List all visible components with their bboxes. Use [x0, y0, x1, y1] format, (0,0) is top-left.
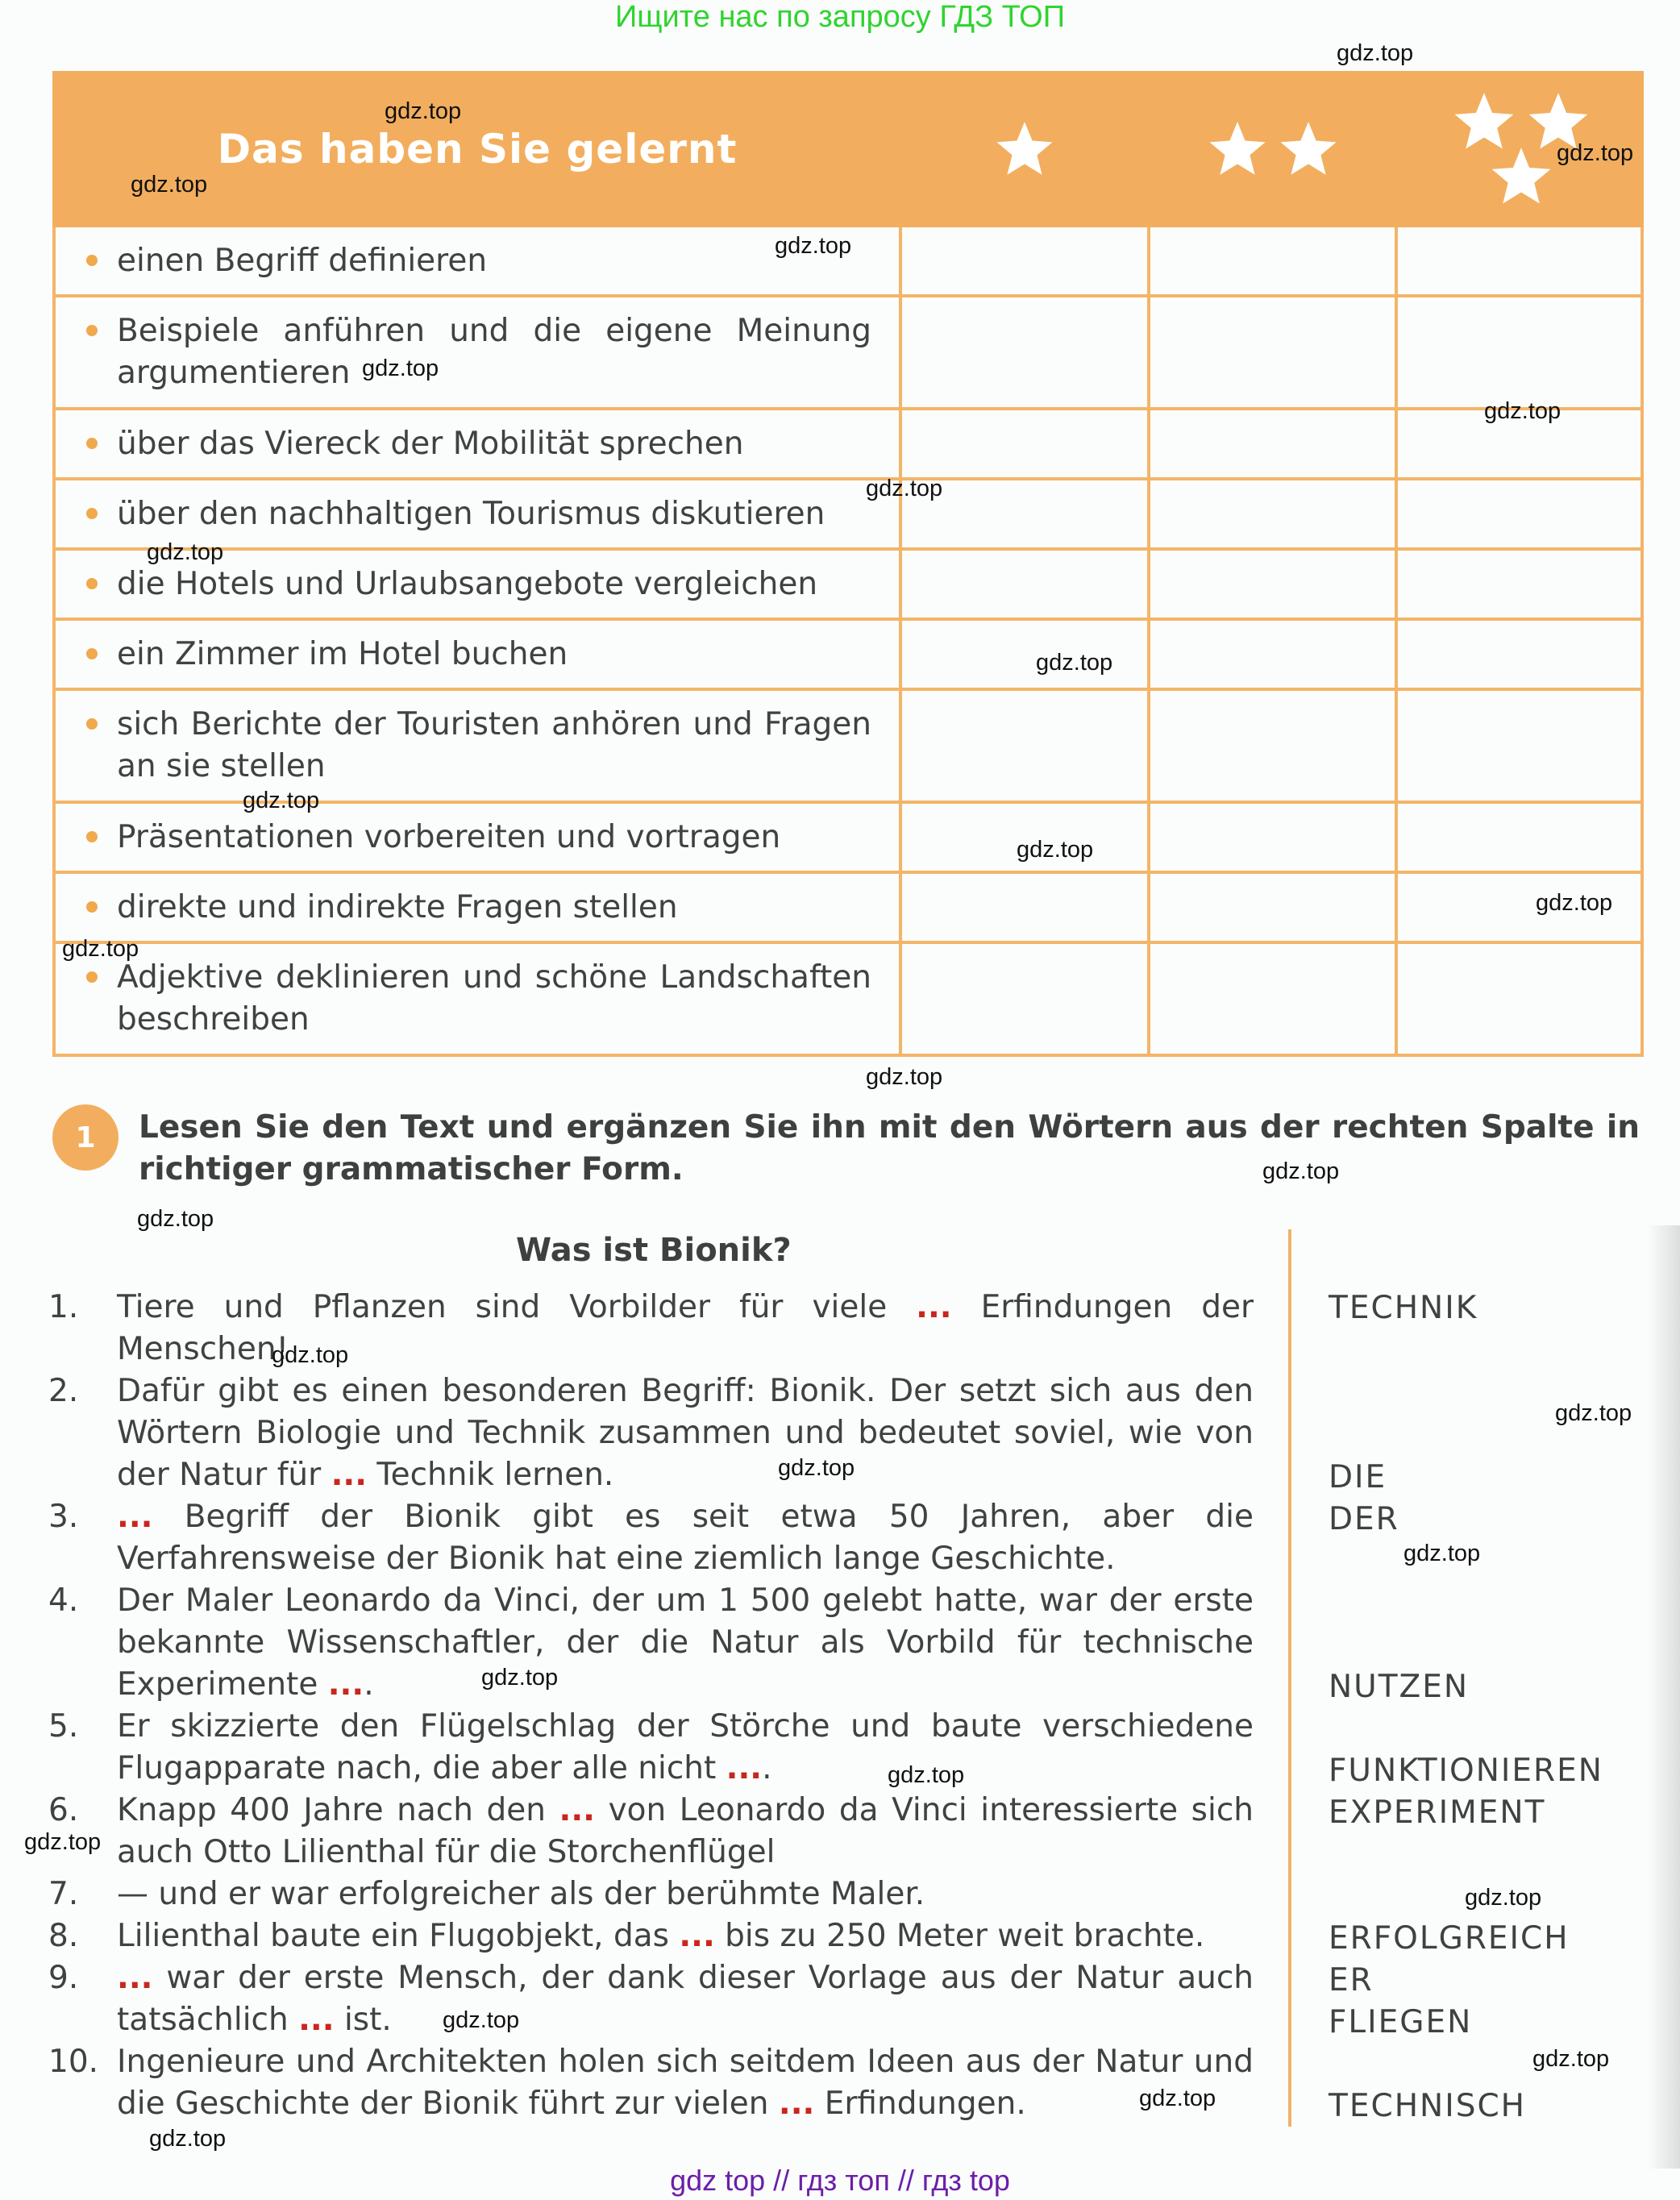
gap-blank[interactable]: ...	[327, 1666, 364, 1703]
star-icon	[1490, 145, 1553, 208]
sentence-list	[48, 1287, 1254, 2125]
word-item: FUNKTIONIEREN	[1329, 1753, 1603, 1789]
rating-cell[interactable]	[1396, 549, 1642, 619]
watermark: gdz.top	[24, 1829, 102, 1855]
watermark: gdz.top	[866, 476, 943, 501]
sentence-item: 8. Lilienthal baute ein Flugobjekt, das ... bis zu 250 Meter weit brachte.	[48, 1918, 1205, 1954]
footer-banner: gdz top // гдз топ // гдз top	[670, 2164, 1010, 2197]
watermark: gdz.top	[385, 98, 462, 124]
watermark: gdz.top	[1337, 40, 1414, 66]
rating-cell[interactable]	[900, 689, 1149, 802]
rating-cell[interactable]	[1149, 479, 1396, 549]
rating-cell[interactable]	[900, 296, 1149, 409]
word-item: ERFOLGREICH	[1329, 1920, 1570, 1957]
text-title: Was ist Bionik?	[516, 1232, 792, 1269]
watermark: gdz.top	[1555, 1400, 1632, 1426]
rating-column-two-stars	[1149, 73, 1396, 226]
table-row	[54, 296, 1642, 409]
rating-cell[interactable]	[1396, 296, 1642, 409]
rating-cell[interactable]	[1396, 619, 1642, 689]
page-edge-shadow	[1648, 1225, 1680, 2169]
table-row	[54, 479, 1642, 549]
word-item: NUTZEN	[1329, 1669, 1470, 1705]
sentence-item: 2. Dafür gibt es einen besonderen Begriff: Bionik. Der setzt sich aus den Wörtern Biologie und Technik zusammen und bedeutet soviel, wie von der Natur für ... Technik lernen.	[48, 1373, 1254, 1493]
exercise-number-badge: 1	[52, 1104, 119, 1171]
bullet-icon	[86, 831, 98, 842]
rating-cell[interactable]	[1396, 226, 1642, 296]
bullet-icon	[86, 438, 98, 449]
word-item: DIE	[1329, 1459, 1387, 1495]
watermark: gdz.top	[778, 1455, 855, 1481]
word-item: ER	[1329, 1962, 1374, 1998]
bullet-icon	[86, 971, 98, 983]
watermark: gdz.top	[137, 1206, 214, 1232]
rating-cell[interactable]	[900, 226, 1149, 296]
table-title: Das haben Sie gelernt	[217, 126, 738, 173]
watermark: gdz.top	[443, 2007, 520, 2033]
watermark: gdz.top	[1465, 1885, 1542, 1911]
rating-cell[interactable]	[1396, 479, 1642, 549]
watermark: gdz.top	[1532, 2046, 1610, 2072]
word-item: DER	[1329, 1501, 1399, 1537]
skill-label: über das Viereck der Mobilität sprechen	[117, 425, 744, 462]
rating-cell[interactable]	[1149, 409, 1396, 479]
star-icon	[1208, 119, 1267, 179]
table-row	[54, 689, 1642, 802]
skill-label: Präsentationen vorbereiten und vortragen	[117, 818, 781, 855]
rating-cell[interactable]	[1149, 226, 1396, 296]
watermark: gdz.top	[1262, 1158, 1340, 1184]
sentence-item: 10. Ingenieure und Architekten holen sich seitdem Ideen aus der Natur und die Geschichte der Bionik führt zur vielen ... Erfindungen.	[48, 2044, 1254, 2122]
sentence-item: 4. Der Maler Leonardo da Vinci, der um 1 500 gelebt hatte, war der erste bekannte Wissenschaftler, der die Natur als Vorbild für technische Experimente ....	[48, 1582, 1254, 1703]
rating-cell[interactable]	[900, 942, 1149, 1055]
watermark: gdz.top	[243, 788, 320, 813]
bullet-icon	[86, 325, 98, 336]
gap-blank[interactable]: ...	[331, 1457, 368, 1493]
gap-blank[interactable]: ...	[778, 2086, 815, 2122]
skill-label: einen Begriff definieren	[117, 242, 488, 279]
star-icon	[1453, 90, 1516, 153]
bullet-icon	[86, 578, 98, 589]
skill-label: ein Zimmer im Hotel buchen	[117, 635, 568, 672]
watermark: gdz.top	[1557, 140, 1634, 166]
rating-cell[interactable]	[900, 872, 1149, 942]
gap-blank[interactable]: ...	[298, 2002, 335, 2038]
sentence-item: 5. Er skizzierte den Flügelschlag der Störche und baute verschiedene Flugapparate nach, die aber alle nicht ....	[48, 1708, 1254, 1786]
star-icon	[1279, 119, 1338, 179]
word-item: TECHNIK	[1329, 1290, 1478, 1326]
table-row	[54, 409, 1642, 479]
bullet-icon	[86, 901, 98, 913]
rating-cell[interactable]	[1149, 942, 1396, 1055]
table-row	[54, 549, 1642, 619]
watermark: gdz.top	[888, 1762, 965, 1788]
skill-label: Beispiele anführen und die eigene Meinung argumentieren	[117, 313, 871, 391]
word-item: EXPERIMENT	[1329, 1795, 1546, 1831]
rating-cell[interactable]	[1149, 549, 1396, 619]
watermark: gdz.top	[1036, 650, 1113, 676]
table-row	[54, 942, 1642, 1055]
watermark: gdz.top	[1139, 2086, 1216, 2111]
rating-cell[interactable]	[900, 549, 1149, 619]
watermark: gdz.top	[272, 1342, 349, 1368]
skills-self-assessment-table	[52, 71, 1644, 1057]
rating-cell[interactable]	[1149, 689, 1396, 802]
watermark: gdz.top	[1484, 398, 1561, 424]
watermark: gdz.top	[131, 172, 208, 198]
table-row	[54, 619, 1642, 689]
watermark: gdz.top	[62, 936, 139, 962]
watermark: gdz.top	[481, 1665, 559, 1691]
watermark: gdz.top	[1403, 1541, 1481, 1566]
bullet-icon	[86, 648, 98, 659]
watermark: gdz.top	[149, 2126, 227, 2152]
gap-blank[interactable]: ...	[117, 1960, 153, 1996]
watermark: gdz.top	[1536, 890, 1613, 916]
bullet-icon	[86, 508, 98, 519]
table-title-cell	[54, 73, 900, 226]
rating-cell[interactable]	[1149, 872, 1396, 942]
word-item: TECHNISCH	[1329, 2088, 1527, 2124]
gap-blank[interactable]: ...	[679, 1918, 715, 1954]
bullet-icon	[86, 255, 98, 266]
rating-cell[interactable]	[1396, 802, 1642, 872]
watermark: gdz.top	[147, 539, 224, 565]
skill-label: sich Berichte der Touristen anhören und Fragen an sie stellen	[117, 706, 871, 784]
column-divider	[1288, 1229, 1291, 2127]
sentence-item: 3. ... Begriff der Bionik gibt es seit etwa 50 Jahren, aber die Verfahrensweise der Bionik hat eine ziemlich lange Geschichte.	[48, 1499, 1254, 1577]
rating-cell[interactable]	[1149, 802, 1396, 872]
star-icon	[995, 119, 1054, 179]
rating-cell[interactable]	[900, 409, 1149, 479]
gap-blank[interactable]: ...	[726, 1750, 763, 1786]
gap-blank[interactable]: ...	[117, 1499, 153, 1535]
watermark: gdz.top	[775, 233, 852, 259]
rating-cell[interactable]	[1149, 296, 1396, 409]
exercise-instruction: Lesen Sie den Text und ergänzen Sie ihn mit den Wörtern aus der rechten Spalte in richtiger grammatischer Form.	[139, 1109, 1640, 1187]
watermark: gdz.top	[362, 356, 439, 381]
watermark: gdz.top	[1017, 837, 1094, 863]
skill-label: direkte und indirekte Fragen stellen	[117, 888, 678, 925]
sentence-item: 6. Knapp 400 Jahre nach den ... von Leonardo da Vinci interessierte sich auch Otto Lilienthal für die Storchenflügel	[48, 1792, 1254, 1870]
table-row	[54, 872, 1642, 942]
rating-cell[interactable]	[1396, 942, 1642, 1055]
watermark: gdz.top	[866, 1064, 943, 1090]
bullet-icon	[86, 718, 98, 730]
rating-column-one-star	[900, 73, 1149, 226]
skill-label: die Hotels und Urlaubsangebote vergleichen	[117, 565, 818, 602]
search-banner: Ищите нас по запросу ГДЗ ТОП	[614, 0, 1066, 34]
sentence-item: 7. — und er war erfolgreicher als der berühmte Maler.	[48, 1876, 925, 1912]
skill-label: Adjektive deklinieren und schöne Landschaften beschreiben	[117, 959, 871, 1038]
rating-cell[interactable]	[1396, 689, 1642, 802]
rating-cell[interactable]	[1149, 619, 1396, 689]
table-header-row	[54, 73, 1642, 226]
sentence-item: 9. ... war der erste Mensch, der dank dieser Vorlage aus der Natur auch tatsächlich ... ist.	[48, 1960, 1254, 2038]
word-item: FLIEGEN	[1329, 2004, 1473, 2040]
gap-blank[interactable]: ...	[559, 1792, 595, 1828]
skill-label: über den nachhaltigen Tourismus diskutieren	[117, 495, 825, 532]
gap-blank[interactable]: ...	[916, 1289, 952, 1325]
sentence-item: 1. Tiere und Pflanzen sind Vorbilder für viele ... Erfindungen der Menschen!	[48, 1289, 1254, 1367]
